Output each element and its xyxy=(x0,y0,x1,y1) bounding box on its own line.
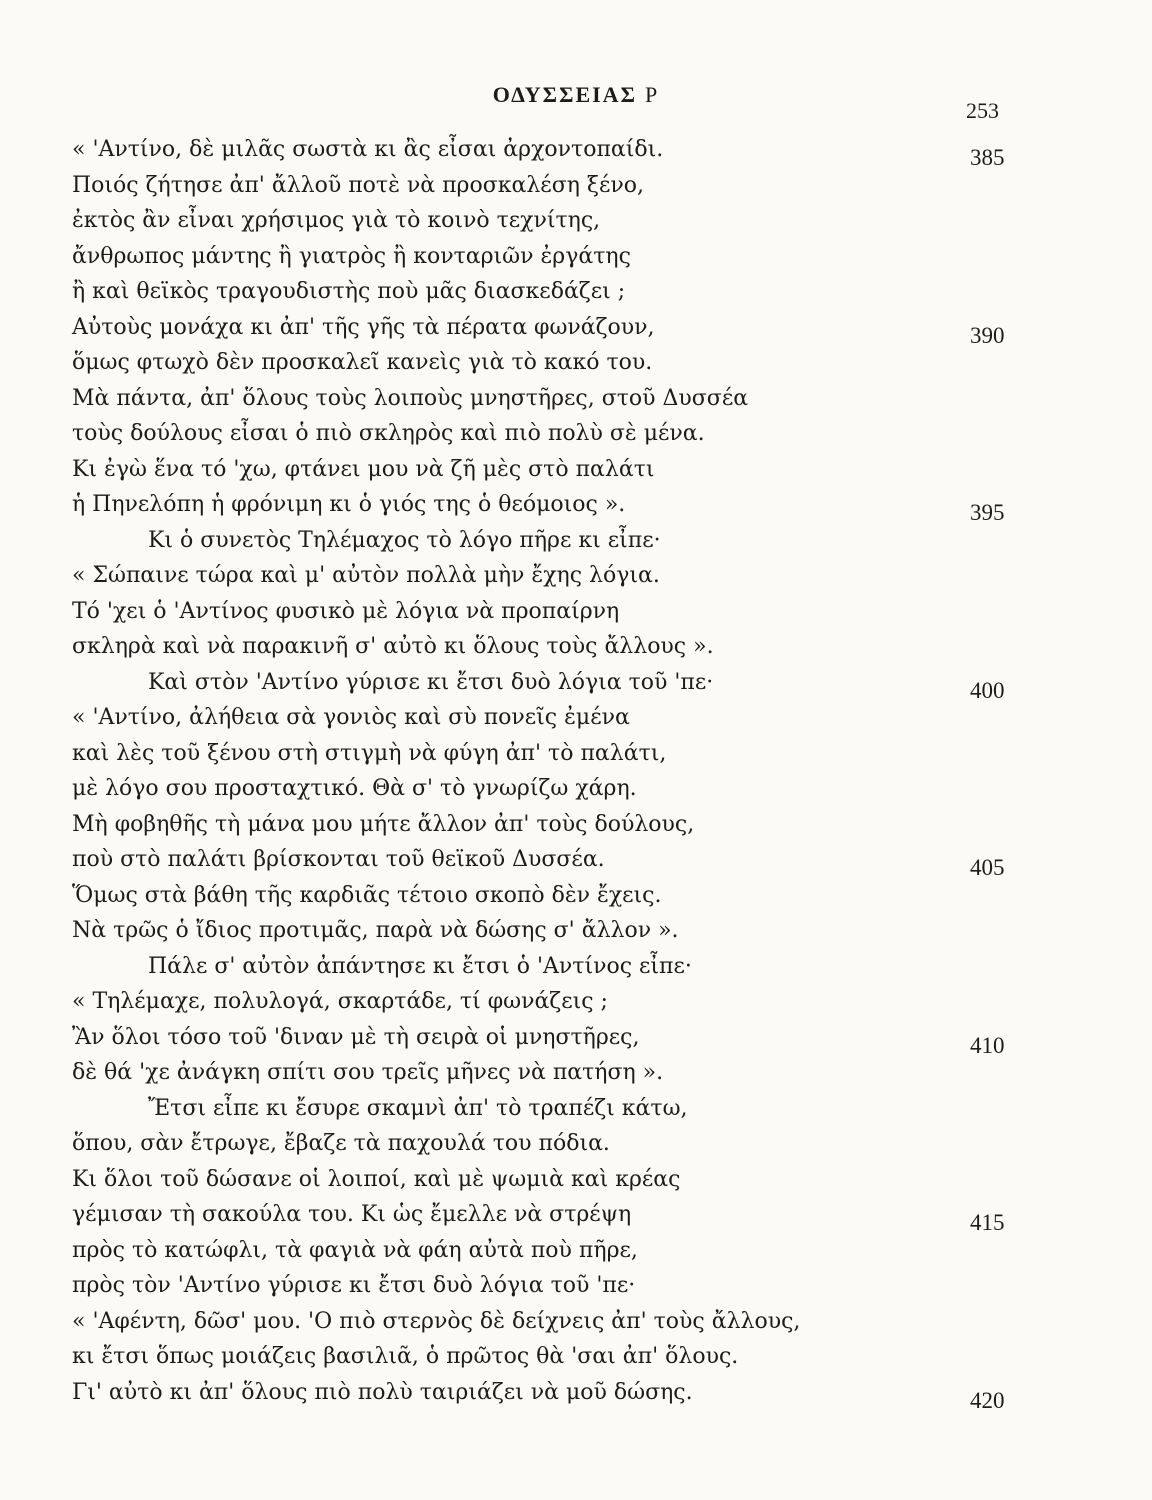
line-number: 415 xyxy=(970,1210,1005,1235)
verse-text: « Σώπαινε τώρα καὶ μ' αὐτὸν πολλὰ μὴν ἔχης λόγια. xyxy=(72,563,660,588)
verse-text: ἡ Πηνελόπη ἡ φρόνιμη κι ὁ γιός της ὁ θεόμοιος ». xyxy=(72,492,626,517)
verse-text: Καὶ στὸν 'Αντίνο γύρισε κι ἔτσι δυὸ λόγια τοῦ 'πε· xyxy=(148,669,714,695)
verse-text: « Τηλέμαχε, πολυλογά, σκαρτάδε, τί φωνάζεις ; xyxy=(72,989,608,1014)
verse-text: Ἔτσι εἶπε κι ἔσυρε σκαμνὶ ἀπ' τὸ τραπέζι κάτω, xyxy=(148,1095,688,1121)
verse-line xyxy=(72,913,1072,949)
verse-line xyxy=(72,1268,1072,1304)
page-number: 253 xyxy=(966,98,999,123)
line-number: 385 xyxy=(970,145,1005,170)
verse-line xyxy=(72,452,1072,488)
verse-line xyxy=(72,736,1072,772)
book-letter: Ρ xyxy=(644,82,660,107)
verse-text: γέμισαν τὴ σακούλα του. Κι ὡς ἔμελλε νὰ στρέψη xyxy=(72,1202,632,1227)
verse-text: μὲ λόγο σου προσταχτικό. Θὰ σ' τὸ γνωρίζω χάρη. xyxy=(72,776,637,801)
verse-text: Μὰ πάντα, ἀπ' ὅλους τοὺς λοιποὺς μνηστῆρες, στοῦ Δυσσέα xyxy=(72,385,749,411)
verse-line xyxy=(72,807,1072,843)
verse-line xyxy=(72,310,1072,346)
verse-text: δὲ θά 'χε ἀνάγκη σπίτι σου τρεῖς μῆνες νὰ πατήση ». xyxy=(72,1060,664,1085)
verse-line xyxy=(72,1055,1072,1091)
verse-text: ἢ καὶ θεϊκὸς τραγουδιστὴς ποὺ μᾶς διασκεδάζει ; xyxy=(72,279,626,304)
verse-text: « 'Αφέντη, δῶσ' μου. 'Ο πιὸ στερνὸς δὲ δείχνεις ἀπ' τοὺς ἄλλους, xyxy=(72,1308,801,1334)
verse-text: Τό 'χει ὁ 'Αντίνος φυσικὸ μὲ λόγια νὰ προπαίρνη xyxy=(72,598,620,624)
verse-line xyxy=(72,523,1072,559)
verse-line xyxy=(72,1091,1072,1127)
verse-line xyxy=(72,842,1072,878)
line-number: 390 xyxy=(970,322,1005,348)
verse-line xyxy=(72,665,1072,701)
line-number: 410 xyxy=(970,1032,1005,1058)
verse-line xyxy=(72,629,1072,665)
line-number: 395 xyxy=(970,500,1005,525)
verse-text: ὅπου, σὰν ἔτρωγε, ἔβαζε τὰ παχουλά του πόδια. xyxy=(72,1131,610,1156)
verse-line xyxy=(72,558,1072,594)
verse-line xyxy=(72,1162,1072,1198)
verse-line xyxy=(72,203,1072,239)
verse-line xyxy=(72,416,1072,452)
verse-text: Ὅμως στὰ βάθη τῆς καρδιᾶς τέτοιο σκοπὸ δὲν ἔχεις. xyxy=(72,882,662,908)
verse-line xyxy=(72,381,1072,417)
verse-line xyxy=(72,274,1072,310)
verse-text: ὅμως φτωχὸ δὲν προσκαλεῖ κανεὶς γιὰ τὸ κακό του. xyxy=(72,350,653,375)
line-number: 420 xyxy=(970,1387,1005,1413)
verse-text: Κι ἐγὼ ἕνα τό 'χω, φτάνει μου νὰ ζῆ μὲς στὸ παλάτι xyxy=(72,456,655,482)
verse-line xyxy=(72,594,1072,630)
verse-text: Πάλε σ' αὐτὸν ἀπάντησε κι ἔτσι ὁ 'Αντίνος εἶπε· xyxy=(148,953,692,979)
verse-text: « 'Αντίνο, δὲ μιλᾶς σωστὰ κι ἂς εἶσαι ἀρχοντοπαίδι. xyxy=(72,137,664,162)
verse-line xyxy=(72,700,1072,736)
verse-text: ἄνθρωπος μάντης ἢ γιατρὸς ἢ κονταριῶν ἐργάτης xyxy=(72,243,631,269)
verse-text: Μὴ φοβηθῆς τὴ μάνα μου μήτε ἄλλον ἀπ' τοὺς δούλους, xyxy=(72,811,695,837)
verse-text: πρὸς τὸ κατώφλι, τὰ φαγιὰ νὰ φάη αὐτὰ ποὺ πῆρε, xyxy=(72,1237,638,1263)
verse-line xyxy=(72,132,1072,168)
verse-line xyxy=(72,1020,1072,1056)
verse-line xyxy=(72,1233,1072,1269)
verse-text: Νὰ τρῶς ὁ ἴδιος προτιμᾶς, παρὰ νὰ δώσης σ' ἄλλον ». xyxy=(72,918,679,943)
verse-line xyxy=(72,878,1072,914)
verse-line xyxy=(72,487,1072,523)
verse-line xyxy=(72,1304,1072,1340)
verse-text: Κι ὅλοι τοῦ δώσανε οἱ λοιποί, καὶ μὲ ψωμιὰ καὶ κρέας xyxy=(72,1166,681,1192)
verse-text: Γι' αὐτὸ κι ἀπ' ὅλους πιὸ πολὺ ταιριάζει νὰ μοῦ δώσης. xyxy=(72,1379,693,1405)
verse-text: Ἂν ὅλοι τόσο τοῦ 'διναν μὲ τὴ σειρὰ οἱ μνηστῆρες, xyxy=(72,1024,640,1050)
verse-line xyxy=(72,771,1072,807)
verse-line xyxy=(72,1197,1072,1233)
verse-text: ποὺ στὸ παλάτι βρίσκονται τοῦ θεϊκοῦ Δυσσέα. xyxy=(72,847,605,872)
verse-text: Ποιός ζήτησε ἀπ' ἄλλοῦ ποτὲ νὰ προσκαλέση ξένο, xyxy=(72,172,645,198)
verse-block xyxy=(72,132,1072,1413)
verse-text: ἐκτὸς ἂν εἶναι χρήσιμος γιὰ τὸ κοινὸ τεχνίτης, xyxy=(72,208,601,233)
line-number: 405 xyxy=(970,855,1005,880)
book-title: ΟΔΥΣΣΕΙΑΣ xyxy=(492,82,637,107)
verse-text: πρὸς τὸν 'Αντίνο γύρισε κι ἔτσι δυὸ λόγια τοῦ 'πε· xyxy=(72,1273,636,1298)
verse-line xyxy=(72,1339,1072,1375)
line-number: 400 xyxy=(970,677,1005,703)
verse-text: Αὐτοὺς μονάχα κι ἀπ' τῆς γῆς τὰ πέρατα φωνάζουν, xyxy=(72,314,655,340)
verse-text: σκληρὰ καὶ νὰ παρακινῆ σ' αὐτὸ κι ὅλους τοὺς ἄλλους ». xyxy=(72,634,714,659)
verse-line xyxy=(72,1126,1072,1162)
verse-line xyxy=(72,984,1072,1020)
verse-text: καὶ λὲς τοῦ ξένου στὴ στιγμὴ νὰ φύγη ἀπ' τὸ παλάτι, xyxy=(72,740,667,766)
verse-line xyxy=(72,1375,1072,1411)
verse-line xyxy=(72,239,1072,275)
verse-text: « 'Αντίνο, ἀλήθεια σὰ γονιὸς καὶ σὺ πονεῖς ἐμένα xyxy=(72,705,630,730)
verse-text: τοὺς δούλους εἶσαι ὁ πιὸ σκληρὸς καὶ πιὸ πολὺ σὲ μένα. xyxy=(72,421,705,446)
verse-text: κι ἔτσι ὅπως μοιάζεις βασιλιᾶ, ὁ πρῶτος θὰ 'σαι ἀπ' ὅλους. xyxy=(72,1344,739,1369)
verse-line xyxy=(72,949,1072,985)
verse-line xyxy=(72,345,1072,381)
verse-text: Κι ὁ συνετὸς Τηλέμαχος τὸ λόγο πῆρε κι εἶπε· xyxy=(148,527,661,553)
verse-line xyxy=(72,168,1072,204)
